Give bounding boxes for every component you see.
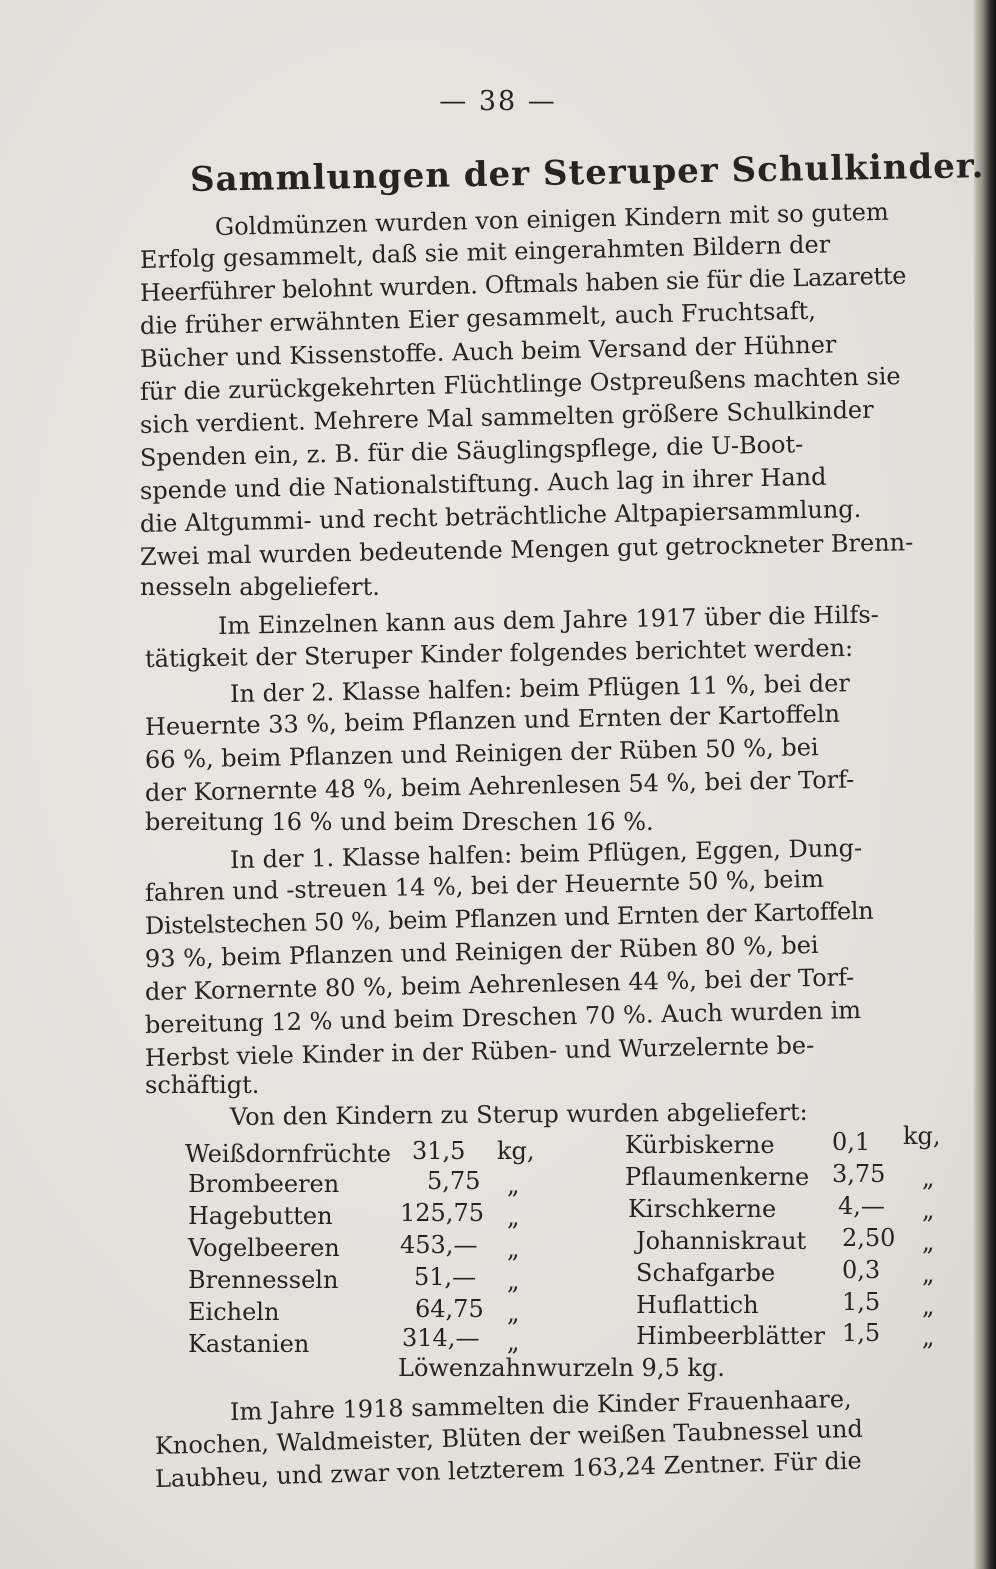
text-line: der Kornernte 48 %, beim Aehrenlesen 54 %, bei der Torf- [144,765,855,807]
text-line: Im Jahre 1918 sammelten die Kinder Frauenhaare, [229,1384,852,1426]
item-name: Vogelbeeren [188,1234,340,1262]
item-unit: „ [507,1235,520,1263]
item-name: Kirschkerne [628,1195,777,1223]
text-line: die früher erwähnten Eier gesammelt, auch Fruchtsaft, [139,296,817,340]
item-amount: 2,50 [842,1224,896,1252]
text-line: Erfolg gesammelt, daß sie mit eingerahmten Bildern der [139,230,831,274]
item-unit: „ [922,1260,935,1288]
item-name: Kürbiskerne [625,1131,775,1159]
item-amount: 5,75 [427,1167,481,1195]
item-name: Kastanien [188,1330,310,1358]
item-unit: „ [922,1292,935,1320]
text-line: Spenden ein, z. B. für die Säuglingspflege, die U-Boot- [139,430,804,472]
item-amount: 453,— [400,1231,478,1259]
item-name: Brombeeren [188,1170,340,1198]
item-amount: 1,5 [842,1288,881,1316]
item-amount: 4,— [838,1192,885,1220]
text-line: Zwei mal wurden bedeutende Mengen gut getrockneter Brenn- [139,528,914,571]
item-name: Huflattich [636,1291,759,1319]
text-line: tätigkeit der Steruper Kinder folgendes berichtet werden: [144,633,854,673]
list-intro: Von den Kindern zu Sterup wurden abgeliefert: [229,1097,808,1131]
item-name: Himbeerblätter [636,1322,825,1350]
text-line: Knochen, Waldmeister, Blüten der weißen Taubnessel und [154,1414,864,1460]
item-name: Eicheln [188,1298,280,1326]
item-unit: „ [507,1267,520,1295]
item-unit: „ [507,1171,520,1199]
item-unit: „ [507,1203,520,1231]
text-line: 93 %, beim Pflanzen und Reinigen der Rüben 80 %, bei [144,930,819,973]
item-unit: „ [507,1328,520,1356]
text-line: schäftigt. [145,1071,260,1099]
text-line: In der 2. Klasse halfen: beim Pflügen 11 %, bei der [229,669,851,708]
item-name: Schafgarbe [636,1259,776,1287]
item-amount: 51,— [414,1263,477,1291]
item-unit: „ [922,1323,935,1351]
item-amount: 31,5 [412,1137,466,1165]
item-amount: 64,75 [415,1295,484,1323]
text-line: Bücher und Kissenstoffe. Auch beim Versand der Hühner [139,330,837,373]
text-line: die Altgummi- und recht beträchtliche Altpapiersammlung. [139,494,862,538]
item-name: Pflaumenkerne [625,1163,810,1191]
item-name: Johanniskraut [636,1227,807,1255]
text-line: 66 %, beim Pflanzen und Reinigen der Rüben 50 %, bei [144,733,819,774]
text-line: nesseln abgeliefert. [140,573,380,601]
item-unit: „ [922,1228,935,1256]
text-line: Distelstechen 50 %, beim Pflanzen und Ernten der Kartoffeln [144,896,874,940]
item-unit: „ [922,1196,935,1224]
text-line: Herbst viele Kinder in der Rüben- und Wurzelernte be- [144,1031,815,1072]
item-unit: kg, [497,1137,535,1165]
item-amount: 314,— [402,1324,480,1352]
item-unit: kg, [903,1122,941,1150]
text-line: fahren und -streuen 14 %, bei der Heuernte 50 %, beim [144,864,825,907]
list-footer: Löwenzahnwurzeln 9,5 kg. [398,1354,725,1382]
item-amount: 125,75 [400,1199,484,1227]
text-line: für die zurückgekehrten Flüchtlinge Ostpreußens machten sie [139,362,901,406]
page-binding-edge [974,0,996,1569]
text-line: Goldmünzen wurden von einigen Kindern mit so gutem [214,197,890,241]
item-amount: 0,3 [842,1256,881,1284]
text-line: Laubheu, und zwar von letzterem 163,24 Zentner. Für die [154,1446,863,1493]
text-line: bereitung 12 % und beim Dreschen 70 %. Auch wurden im [144,996,862,1039]
text-line: In der 1. Klasse halfen: beim Pflügen, Eggen, Dung- [229,833,863,874]
section-title: Sammlungen der Steruper Schulkinder. [189,146,985,200]
text-line: Heerführer belohnt wurden. Oftmals haben sie für die Lazarette [139,261,907,307]
item-unit: „ [922,1164,935,1192]
text-line: Heuernte 33 %, beim Pflanzen und Ernten der Kartoffeln [144,699,841,741]
item-name: Brennesseln [188,1266,339,1294]
item-unit: „ [507,1299,520,1327]
item-name: Weißdornfrüchte [185,1140,391,1168]
text-line: bereitung 16 % und beim Dreschen 16 %. [145,808,654,836]
page-number: — 38 — [439,86,557,117]
item-amount: 3,75 [832,1160,886,1188]
item-name: Hagebutten [188,1202,333,1230]
item-amount: 1,5 [842,1319,881,1347]
text-line: der Kornernte 80 %, beim Aehrenlesen 44 %, bei der Torf- [144,963,855,1006]
text-line: Im Einzelnen kann aus dem Jahre 1917 über die Hilfs- [217,600,879,640]
text-line: spende und die Nationalstiftung. Auch lag in ihrer Hand [139,462,827,505]
item-amount: 0,1 [832,1128,871,1156]
text-line: sich verdient. Mehrere Mal sammelten größere Schulkinder [139,395,874,439]
